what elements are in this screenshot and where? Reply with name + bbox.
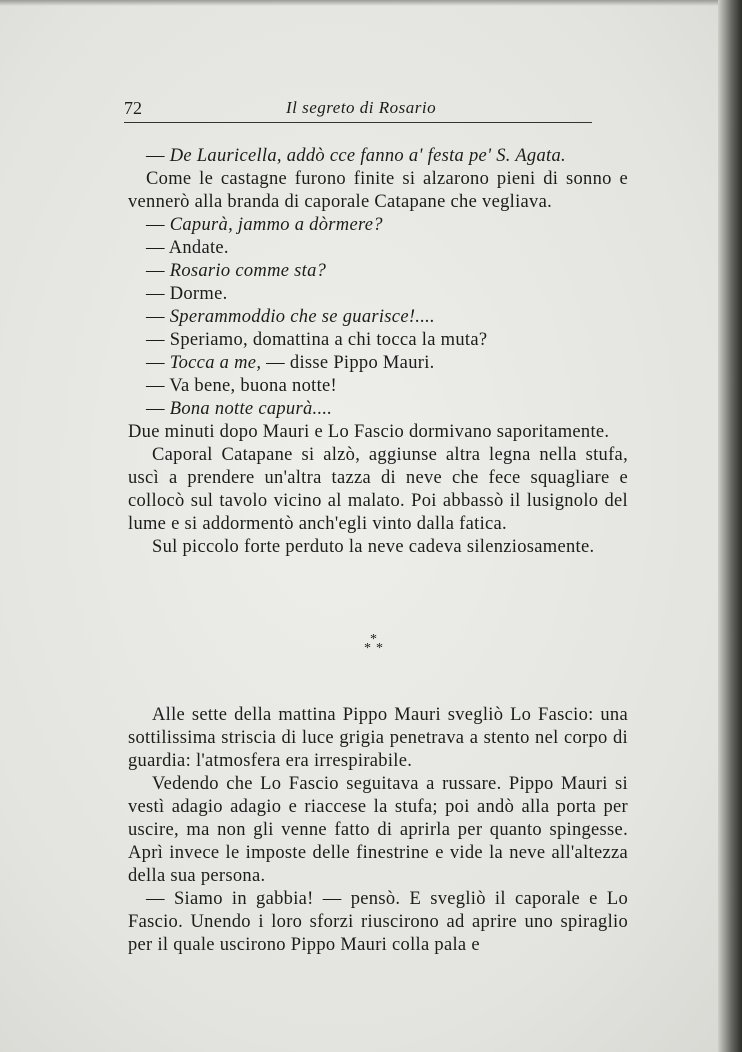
paragraph: Caporal Catapane si alzò, aggiunse altra legna nella stufa, uscì a prendere un'altra tazza di neve che fece squagliare e collocò sul tavolo vicino al malato. Poi abbassò il lusignolo del lume e si addormentò anch'egli vinto dalla fatica. [128, 445, 628, 534]
asterism-star: * [370, 632, 377, 647]
dialogue-line: — Speriamo, domattina a chi tocca la muta? [146, 330, 488, 350]
dialogue-line: — Tocca a me, — disse Pippo Mauri. [146, 353, 435, 373]
dialogue-line: — De Lauricella, addò cce fanno a' festa pe' S. Agata. [146, 146, 566, 166]
page-binding-edge [718, 0, 742, 1052]
paragraph: Due minuti dopo Mauri e Lo Fascio dormivano saporitamente. [128, 422, 610, 442]
section-break-asterism [356, 632, 396, 662]
asterism-star: * [364, 641, 371, 656]
text-block-2 [128, 704, 628, 957]
paragraph: Sul piccolo forte perduto la neve cadeva silenziosamente. [152, 537, 595, 557]
page-top-shadow [0, 0, 742, 6]
running-title: Il segreto di Rosario [286, 98, 437, 117]
page-header [124, 98, 592, 123]
paragraph: — Siamo in gabbia! — pensò. E svegliò il caporale e Lo Fascio. Unendo i loro sforzi riuscirono ad aprire uno spiraglio per il quale uscirono Pippo Mauri colla pala e [128, 889, 628, 955]
dialogue-line: — Va bene, buona notte! [146, 376, 337, 396]
page-number: 72 [124, 98, 142, 118]
dialogue-line: — Capurà, jammo a dòrmere? [146, 215, 383, 235]
dialogue-line: — Sperammoddio che se guarisce!.... [146, 307, 435, 327]
dialogue-line: — Bona notte capurà.... [146, 399, 333, 419]
asterism-star: * [376, 641, 383, 656]
dialogue-line: — Rosario comme sta? [146, 261, 327, 281]
paragraph: Alle sette della mattina Pippo Mauri svegliò Lo Fascio: una sottilissima striscia di luce grigia penetrava a stento nel corpo di guardia: l'atmosfera era irrespirabile. [128, 705, 628, 771]
dialogue-line: — Andate. [146, 238, 229, 258]
dialogue-line: — Dorme. [146, 284, 228, 304]
text-block-1 [128, 145, 628, 559]
paragraph: Vedendo che Lo Fascio seguitava a russare. Pippo Mauri si vestì adagio adagio e riaccese la stufa; poi andò alla porta per uscire, ma non gli venne fatto di aprirla per quanto spingesse. Aprì invece le imposte delle finestrine e vide la neve all'altezza della sua persona. [128, 774, 628, 886]
paragraph: Come le castagne furono finite si alzarono pieni di sonno e vennerò alla branda di caporale Catapane che vegliava. [128, 169, 628, 212]
